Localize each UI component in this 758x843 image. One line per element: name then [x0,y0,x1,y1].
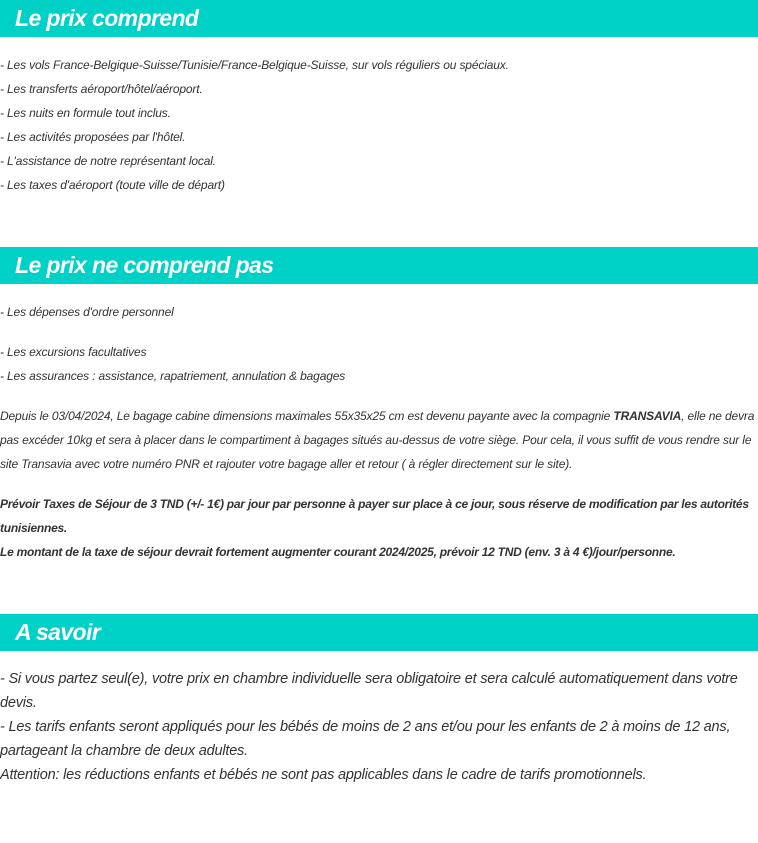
not-included-list-1 [0,300,758,324]
list-item: - Les assurances : assistance, rapatriement, annulation & bagages [0,369,346,383]
section-header-to-know [0,614,758,651]
to-know-content [0,667,758,787]
list-item: - Les nuits en formule tout inclus. [0,106,171,120]
baggage-note-text: Depuis le 03/04/2024, Le bagage cabine dimensions maximales 55x35x25 cm est devenu payante avec la compagnie [0,409,614,423]
list-item: - Les transferts aéroport/hôtel/aéroport. [0,82,203,96]
list-item: - L'assistance de notre représentant local. [0,154,216,168]
tax-note [0,492,758,564]
included-list [0,53,758,197]
not-included-list-2 [0,340,758,388]
airline-name: TRANSAVIA [613,409,682,423]
children-rate-note: - Les tarifs enfants seront appliqués pour les bébés de moins de 2 ans et/ou pour les enfants de 2 à moins de 12 ans, partageant la chambre de deux adultes. [0,719,731,759]
baggage-note-text-cont: , elle ne devra pas excéder 10kg et sera à placer dans le compartiment à bagages situés au-dessus de votre siège. Pour cela, il vous suffit de vous rendre sur le site Transavia avec votre numéro PNR et rajouter votre bagage aller et retour ( à régler directement sur le site). [0,409,755,471]
baggage-note [0,404,758,476]
tax-note-line-1: Prévoir Taxes de Séjour de 3 TND (+/- 1€) par jour par personne à payer sur place à ce jour, sous réserve de modification par les autorités tunisiennes. [0,497,749,535]
list-item: - Les taxes d'aéroport (toute ville de départ) [0,178,225,192]
section-header-not-included [0,247,758,284]
single-room-note: - Si vous partez seul(e), votre prix en chambre individuelle sera obligatoire et sera calculé automatiquement dans votre devis. [0,671,738,711]
list-item: - Les dépenses d'ordre personnel [0,305,174,319]
section-title-included: Le prix comprend [15,5,199,31]
list-item: - Les vols France-Belgique-Suisse/Tunisie/France-Belgique-Suisse, sur vols réguliers ou spéciaux. [0,58,509,72]
tax-note-line-2: Le montant de la taxe de séjour devrait fortement augmenter courant 2024/2025, prévoir 12 TND (env. 3 à 4 €)/jour/personne. [0,545,676,559]
section-title-to-know: A savoir [15,619,101,645]
attention-note: Attention: les réductions enfants et bébés ne sont pas applicables dans le cadre de tarifs promotionnels. [0,767,647,783]
list-item: - Les activités proposées par l'hôtel. [0,130,186,144]
list-item: - Les excursions facultatives [0,345,147,359]
section-header-included [0,0,758,37]
section-title-not-included: Le prix ne comprend pas [15,252,274,278]
